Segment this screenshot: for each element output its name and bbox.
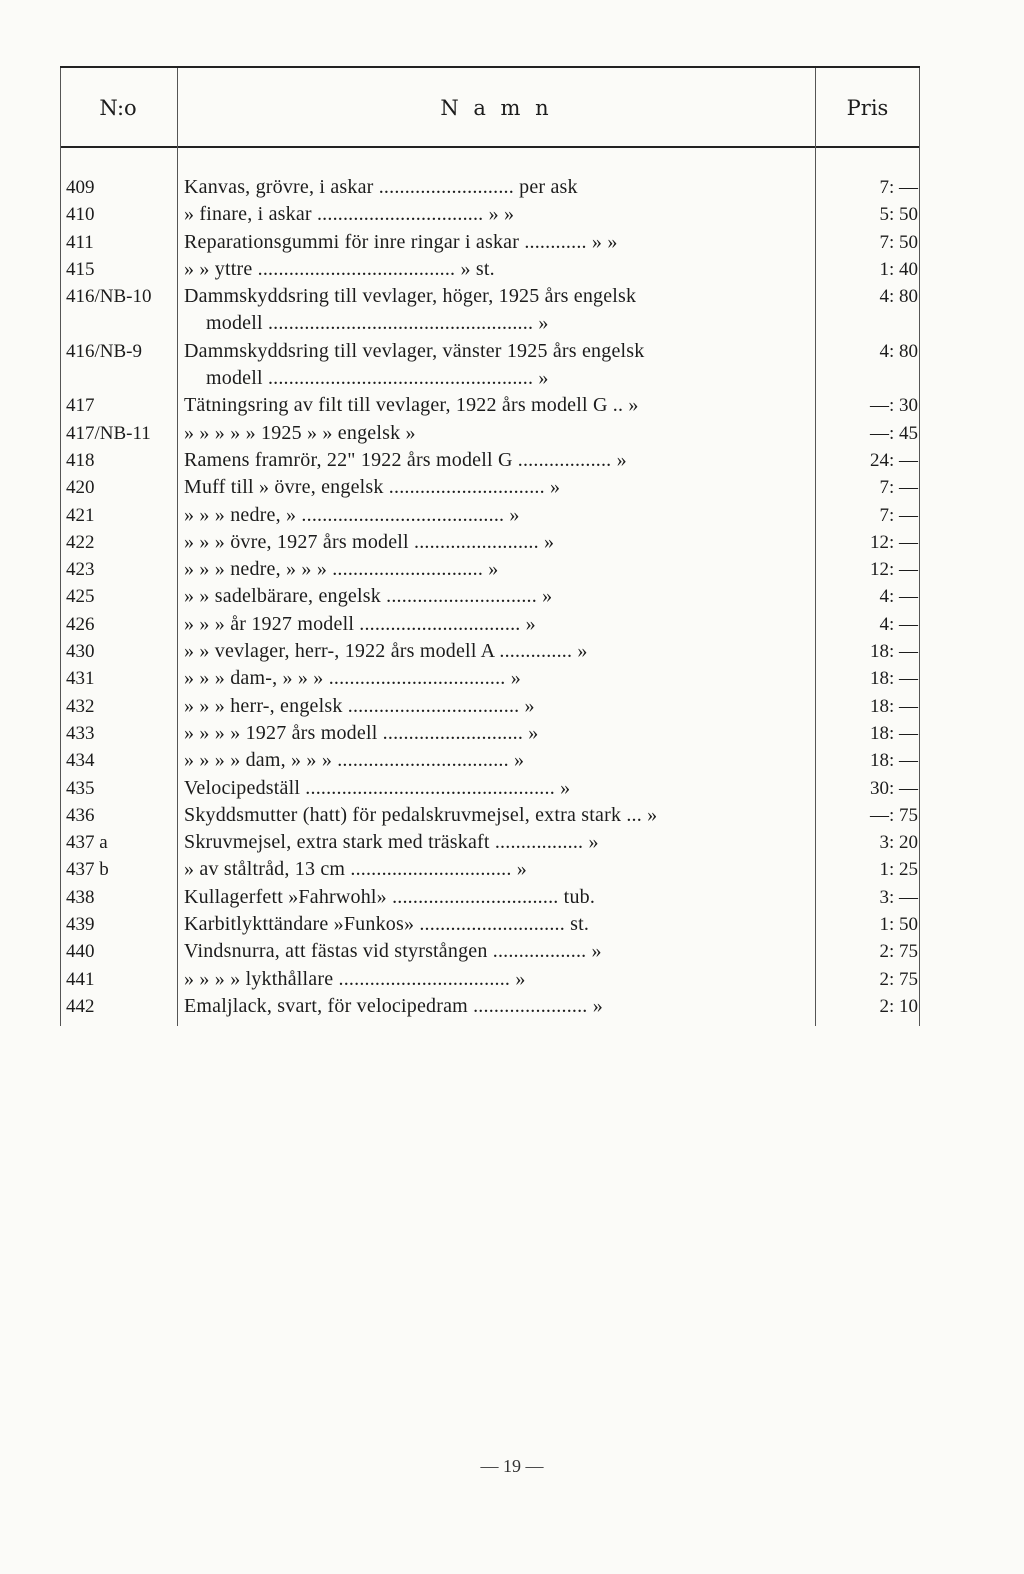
item-name-line: » av ståltråd, 13 cm ............................... » xyxy=(184,858,527,881)
table-row xyxy=(0,720,1024,747)
item-name-line: » » » år 1927 modell ............................... » xyxy=(184,612,536,635)
price-list-rows xyxy=(0,174,1024,1020)
table-row xyxy=(0,665,1024,692)
table-row xyxy=(0,338,1024,393)
table-row xyxy=(0,392,1024,419)
item-price: 12: — xyxy=(869,531,918,553)
table-row xyxy=(0,447,1024,474)
table-header-rule xyxy=(60,146,920,148)
item-name-line: » » » nedre, » ....................................... » xyxy=(184,503,520,526)
item-name-line: » » vevlager, herr-, 1922 års modell A .............. » xyxy=(184,640,588,663)
item-name-line: Dammskyddsring till vevlager, höger, 1925 års engelsk xyxy=(184,285,637,308)
item-name-line: » » » dam-, » » » .................................. » xyxy=(184,667,521,690)
item-name-line: Reparationsgummi för inre ringar i askar ............ » » xyxy=(184,230,618,253)
item-name-line: » » » nedre, » » » ............................. » xyxy=(184,558,499,581)
item-price: 2: 10 xyxy=(879,995,918,1017)
item-number: 438 xyxy=(66,886,95,908)
item-name xyxy=(184,938,814,965)
table-row xyxy=(0,174,1024,201)
item-number: 441 xyxy=(66,968,95,990)
table-row xyxy=(0,529,1024,556)
item-name xyxy=(184,911,814,938)
item-name-line: Skyddsmutter (hatt) för pedalskruvmejsel, extra stark ... » xyxy=(184,803,658,826)
item-price: 1: 50 xyxy=(879,914,918,936)
item-price: 3: 20 xyxy=(879,832,918,854)
item-price: 18: — xyxy=(869,695,918,717)
item-name xyxy=(184,556,814,583)
item-name xyxy=(184,283,814,337)
item-price: 4: 80 xyxy=(879,286,918,308)
item-name-line: Kullagerfett »Fahrwohl» ................................ tub. xyxy=(184,885,596,908)
item-number: 415 xyxy=(66,258,95,280)
table-row xyxy=(0,884,1024,911)
table-row xyxy=(0,611,1024,638)
table-row xyxy=(0,502,1024,529)
item-name-continuation: modell ................................................... » xyxy=(206,366,549,389)
table-row xyxy=(0,583,1024,610)
item-name-line: » » » herr-, engelsk ................................. » xyxy=(184,694,535,717)
item-name xyxy=(184,201,814,228)
item-number: 421 xyxy=(66,504,95,526)
item-number: 418 xyxy=(66,449,95,471)
item-name-line: Muff till » övre, engelsk .............................. » xyxy=(184,476,561,499)
item-name-line: Kanvas, grövre, i askar .......................... per ask xyxy=(184,176,578,198)
header-name: N a m n xyxy=(440,96,553,120)
table-top-rule xyxy=(60,66,920,68)
header-number: N:o xyxy=(99,96,137,120)
item-name xyxy=(184,993,814,1020)
item-price: 12: — xyxy=(869,559,918,581)
item-name xyxy=(184,856,814,883)
item-price: —: 75 xyxy=(869,804,918,826)
item-name-line: » » sadelbärare, engelsk ............................. » xyxy=(184,585,553,608)
table-row xyxy=(0,993,1024,1020)
item-name-line: Tätningsring av filt till vevlager, 1922 års modell G .. » xyxy=(184,394,639,417)
item-name xyxy=(184,502,814,529)
item-number: 432 xyxy=(66,695,95,717)
item-price: 2: 75 xyxy=(879,968,918,990)
item-number: 422 xyxy=(66,531,95,553)
item-name-line: » » yttre ...................................... » st. xyxy=(184,257,495,280)
item-name xyxy=(184,420,814,447)
item-number: 431 xyxy=(66,668,95,690)
item-name xyxy=(184,529,814,556)
item-name-line: » » » övre, 1927 års modell ........................ » xyxy=(184,530,555,553)
item-name xyxy=(184,638,814,665)
item-name-line: Vindsnurra, att fästas vid styrstången .................. » xyxy=(184,940,602,963)
table-row xyxy=(0,775,1024,802)
table-row xyxy=(0,747,1024,774)
item-name xyxy=(184,392,814,419)
item-number: 423 xyxy=(66,559,95,581)
item-name-line: » » » » dam, » » » ................................. » xyxy=(184,749,525,772)
item-price: 4: — xyxy=(879,613,918,635)
item-name-line: Ramens framrör, 22" 1922 års modell G .................. » xyxy=(184,448,627,471)
item-number: 410 xyxy=(66,204,95,226)
item-name xyxy=(184,611,814,638)
table-row xyxy=(0,693,1024,720)
item-name xyxy=(184,829,814,856)
item-name-line: » » » » lykthållare ................................. » xyxy=(184,967,526,990)
item-number: 442 xyxy=(66,995,95,1017)
item-price: 24: — xyxy=(869,449,918,471)
item-number: 416/NB-10 xyxy=(66,286,152,308)
header-price: Pris xyxy=(846,96,889,120)
table-row xyxy=(0,911,1024,938)
item-price: 2: 75 xyxy=(879,941,918,963)
item-number: 417/NB-11 xyxy=(66,422,151,444)
item-name xyxy=(184,966,814,993)
table-row xyxy=(0,966,1024,993)
table-row xyxy=(0,283,1024,338)
item-number: 411 xyxy=(66,231,94,253)
item-price: 5: 50 xyxy=(879,204,918,226)
item-name-line: » » » » 1927 års modell ........................... » xyxy=(184,721,539,744)
page-number: — 19 — xyxy=(480,1456,544,1476)
item-number: 425 xyxy=(66,586,95,608)
item-name-line: Emaljlack, svart, för velocipedram ...................... » xyxy=(184,994,603,1017)
item-price: —: 30 xyxy=(869,395,918,417)
item-price: 1: 25 xyxy=(879,859,918,881)
item-price: 18: — xyxy=(869,750,918,772)
item-name xyxy=(184,802,814,829)
table-row xyxy=(0,938,1024,965)
item-name xyxy=(184,720,814,747)
item-name xyxy=(184,775,814,802)
item-name-line: Karbitlykttändare »Funkos» ............................ st. xyxy=(184,913,590,936)
item-price: 4: 80 xyxy=(879,340,918,362)
item-number: 409 xyxy=(66,177,95,198)
table-row xyxy=(0,856,1024,883)
table-row xyxy=(0,420,1024,447)
table-row xyxy=(0,802,1024,829)
table-row xyxy=(0,201,1024,228)
item-number: 426 xyxy=(66,613,95,635)
item-price: 1: 40 xyxy=(879,258,918,280)
item-name xyxy=(184,884,814,911)
item-name-line: Dammskyddsring till vevlager, vänster 1925 års engelsk xyxy=(184,339,645,362)
item-name xyxy=(184,447,814,474)
item-name xyxy=(184,174,814,201)
item-name xyxy=(184,229,814,256)
item-price: 7: 50 xyxy=(879,231,918,253)
table-row xyxy=(0,638,1024,665)
item-number: 433 xyxy=(66,722,95,744)
table-row xyxy=(0,474,1024,501)
item-name-line: » » » » » 1925 » » engelsk » xyxy=(184,421,416,444)
item-price: 7: — xyxy=(879,477,918,499)
item-number: 437 b xyxy=(66,859,109,881)
table-row xyxy=(0,256,1024,283)
table-row xyxy=(0,229,1024,256)
item-number: 430 xyxy=(66,641,95,663)
item-name xyxy=(184,747,814,774)
item-name-line: Skruvmejsel, extra stark med träskaft ................. » xyxy=(184,831,599,854)
item-name xyxy=(184,583,814,610)
item-number: 440 xyxy=(66,941,95,963)
item-number: 420 xyxy=(66,477,95,499)
item-number: 417 xyxy=(66,395,95,417)
item-number: 416/NB-9 xyxy=(66,340,142,362)
item-name xyxy=(184,338,814,392)
item-name-continuation: modell ................................................... » xyxy=(206,312,549,335)
item-price: 18: — xyxy=(869,668,918,690)
item-number: 439 xyxy=(66,914,95,936)
item-price: 7: — xyxy=(879,504,918,526)
table-row xyxy=(0,829,1024,856)
item-name-line: Velocipedställ ................................................ » xyxy=(184,776,571,799)
item-price: 18: — xyxy=(869,641,918,663)
item-name xyxy=(184,693,814,720)
item-number: 435 xyxy=(66,777,95,799)
table-row xyxy=(0,556,1024,583)
item-name-line: » finare, i askar ................................ » » xyxy=(184,203,515,226)
item-name xyxy=(184,665,814,692)
item-number: 436 xyxy=(66,804,95,826)
item-price: —: 45 xyxy=(869,422,918,444)
item-price: 30: — xyxy=(869,777,918,799)
item-name xyxy=(184,256,814,283)
item-price: 3: — xyxy=(879,886,918,908)
item-name xyxy=(184,474,814,501)
item-price: 18: — xyxy=(869,722,918,744)
item-number: 434 xyxy=(66,750,95,772)
item-number: 437 a xyxy=(66,832,108,854)
item-price: 4: — xyxy=(879,586,918,608)
item-price: 7: — xyxy=(879,177,918,198)
